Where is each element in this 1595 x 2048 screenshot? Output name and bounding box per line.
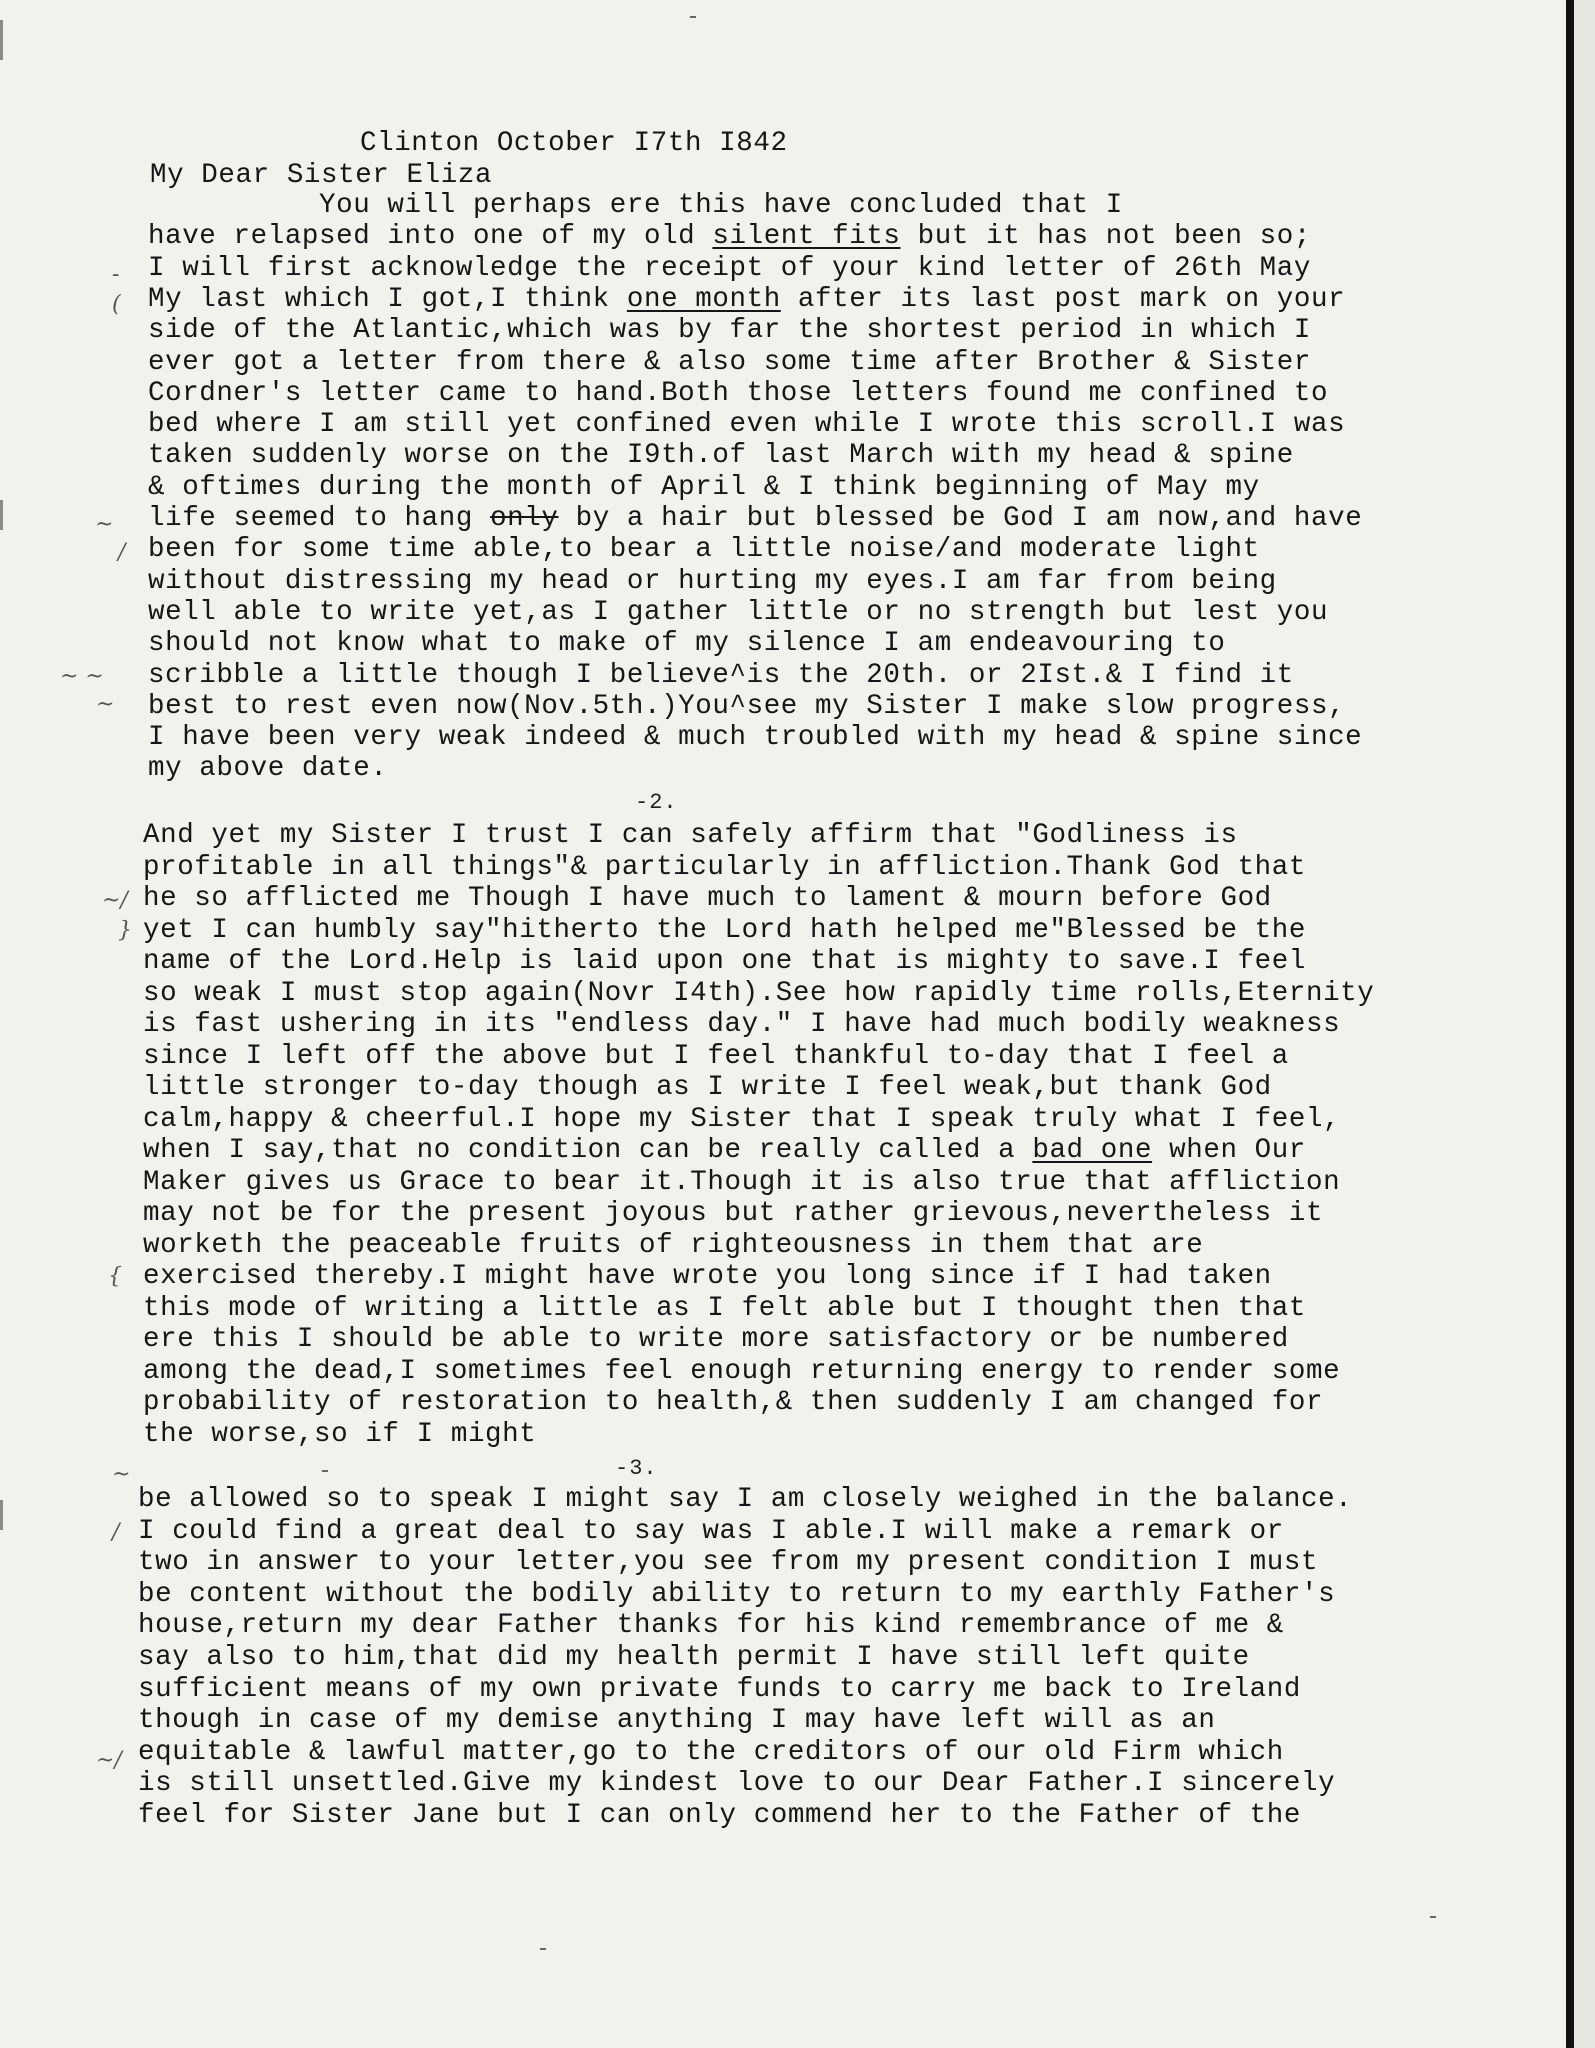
- letter-salutation: My Dear Sister Eliza: [150, 160, 493, 191]
- struck-phrase: only: [490, 503, 559, 534]
- text-line: when I say,that no condition can be really called a bad one when Our: [143, 1135, 1306, 1166]
- text-line: Cordner's letter came to hand.Both those letters found me confined to: [148, 377, 1329, 409]
- page-number-marker: -3.: [615, 1456, 658, 1481]
- text-line: feel for Sister Jane but I can only commend her to the Father of the: [138, 1800, 1301, 1831]
- text-line: this mode of writing a little as I felt able but I thought then that: [143, 1292, 1306, 1324]
- text-line: ever got a letter from there & also some time after Brother & Sister: [148, 346, 1311, 378]
- text-line: My last which I got,I think one month after its last post mark on your: [148, 283, 1346, 315]
- pencil-annotation: ~: [112, 1462, 131, 1487]
- text-line: without distressing my head or hurting my eyes.I am far from being: [148, 565, 1277, 597]
- pencil-annotation: (: [112, 292, 121, 317]
- letter-date: Clinton October I7th I842: [360, 128, 788, 159]
- pencil-annotation: ~/: [102, 888, 128, 913]
- scan-edge-mark: [0, 500, 3, 530]
- text-line: be content without the bodily ability to return to my earthly Father's: [138, 1578, 1336, 1610]
- text-line: I will first acknowledge the receipt of your kind letter of 26th May: [148, 252, 1311, 284]
- text-line: he so afflicted me Though I have much to lament & mourn before God: [143, 883, 1272, 914]
- page-number-marker: -2.: [635, 790, 678, 815]
- pencil-annotation: }: [118, 918, 132, 943]
- text-line: ere this I should be able to write more satisfactory or be numbered: [143, 1324, 1289, 1355]
- text-line: profitable in all things"& particularly in affliction.Thank God that: [143, 851, 1306, 883]
- scan-speck: [1430, 1916, 1436, 1918]
- text-line: should not know what to make of my silence I am endeavouring to: [148, 628, 1226, 660]
- text-line: life seemed to hang only by a hair but blessed be God I am now,and have: [148, 503, 1363, 534]
- text-line: is still unsettled.Give my kindest love to our Dear Father.I sincerely: [138, 1768, 1336, 1800]
- scan-speck: [322, 1470, 328, 1472]
- text-line: since I left off the above but I feel thankful to-day that I feel a: [143, 1040, 1289, 1072]
- text-line: say also to him,that did my health permit I have still left quite: [138, 1642, 1250, 1673]
- text-line: been for some time able,to bear a little noise/and moderate light: [148, 534, 1260, 566]
- text-line: side of the Atlantic,which was by far the shortest period in which I: [148, 315, 1311, 347]
- text-line: though in case of my demise anything I may have left will as an: [138, 1705, 1216, 1737]
- text-line: have relapsed into one of my old silent fits but it has not been so;: [148, 221, 1311, 253]
- underlined-phrase: one month: [626, 283, 781, 315]
- text-line: probability of restoration to health,& then suddenly I am changed for: [143, 1387, 1324, 1418]
- text-line: name of the Lord.Help is laid upon one that is mighty to save.I feel: [143, 946, 1306, 977]
- text-line: best to rest even now(Nov.5th.)You^see my Sister I make slow progress,: [148, 690, 1346, 722]
- page-edge-shadow: [1566, 0, 1574, 2048]
- pencil-annotation: ~: [95, 512, 114, 537]
- text-line: well able to write yet,as I gather little or no strength but lest you: [148, 596, 1329, 628]
- text-line: the worse,so if I might: [143, 1418, 537, 1450]
- scan-speck: [690, 16, 696, 18]
- text-line: I have been very weak indeed & much troubled with my head & spine since: [148, 722, 1363, 754]
- text-line: so weak I must stop again(Novr I4th).See how rapidly time rolls,Eternity: [143, 977, 1375, 1009]
- pencil-annotation: ~/: [96, 1748, 122, 1773]
- pencil-annotation: /: [118, 540, 126, 565]
- scan-margin: [1574, 0, 1595, 2048]
- underlined-phrase: bad one: [1032, 1135, 1153, 1166]
- text-line: equitable & lawful matter,go to the creditors of our old Firm which: [138, 1736, 1284, 1768]
- text-line: Maker gives us Grace to bear it.Though it is also true that affliction: [143, 1166, 1341, 1198]
- text-line: yet I can humbly say"hitherto the Lord hath helped me"Blessed be the: [143, 914, 1306, 946]
- text-line: exercised thereby.I might have wrote you long since if I had taken: [143, 1261, 1272, 1292]
- text-line: house,return my dear Father thanks for his kind remembrance of me &: [138, 1610, 1284, 1642]
- text-line: taken suddenly worse on the I9th.of last March with my head & spine: [148, 440, 1294, 472]
- pencil-annotation: {: [108, 1264, 122, 1289]
- text-line: my above date.: [148, 753, 388, 785]
- text-line: sufficient means of my own private funds to carry me back to Ireland: [138, 1673, 1301, 1705]
- pencil-annotation: /: [112, 1520, 120, 1545]
- scan-speck: [540, 1948, 546, 1950]
- scan-edge-mark: [0, 1500, 3, 1530]
- text-line: worketh the peaceable fruits of righteousness in them that are: [143, 1229, 1204, 1261]
- text-line: little stronger to-day though as I write I feel weak,but thank God: [143, 1072, 1272, 1103]
- text-line: is fast ushering in its "endless day." I have had much bodily weakness: [143, 1009, 1341, 1040]
- text-line: scribble a little though I believe^is the 20th. or 2Ist.& I find it: [148, 659, 1294, 691]
- text-line: may not be for the present joyous but rather grievous,nevertheless it: [143, 1198, 1324, 1229]
- text-line: You will perhaps ere this have concluded that I: [148, 190, 1123, 221]
- pencil-annotation: ~: [96, 692, 115, 717]
- underlined-phrase: silent fits: [712, 221, 901, 253]
- text-line: among the dead,I sometimes feel enough returning energy to render some: [143, 1355, 1341, 1387]
- pencil-annotation: -: [112, 262, 120, 287]
- text-line: bed where I am still yet confined even while I wrote this scroll.I was: [148, 409, 1346, 441]
- text-line: And yet my Sister I trust I can safely affirm that "Godliness is: [143, 820, 1238, 851]
- pencil-annotation: ~ ~: [60, 664, 104, 689]
- text-line: I could find a great deal to say was I able.I will make a remark or: [138, 1515, 1284, 1547]
- text-line: & oftimes during the month of April & I think beginning of May my: [148, 471, 1260, 503]
- text-line: be allowed so to speak I might say I am closely weighed in the balance.: [138, 1484, 1353, 1515]
- text-line: two in answer to your letter,you see from my present condition I must: [138, 1547, 1319, 1579]
- text-line: calm,happy & cheerful.I hope my Sister that I speak truly what I feel,: [143, 1103, 1341, 1135]
